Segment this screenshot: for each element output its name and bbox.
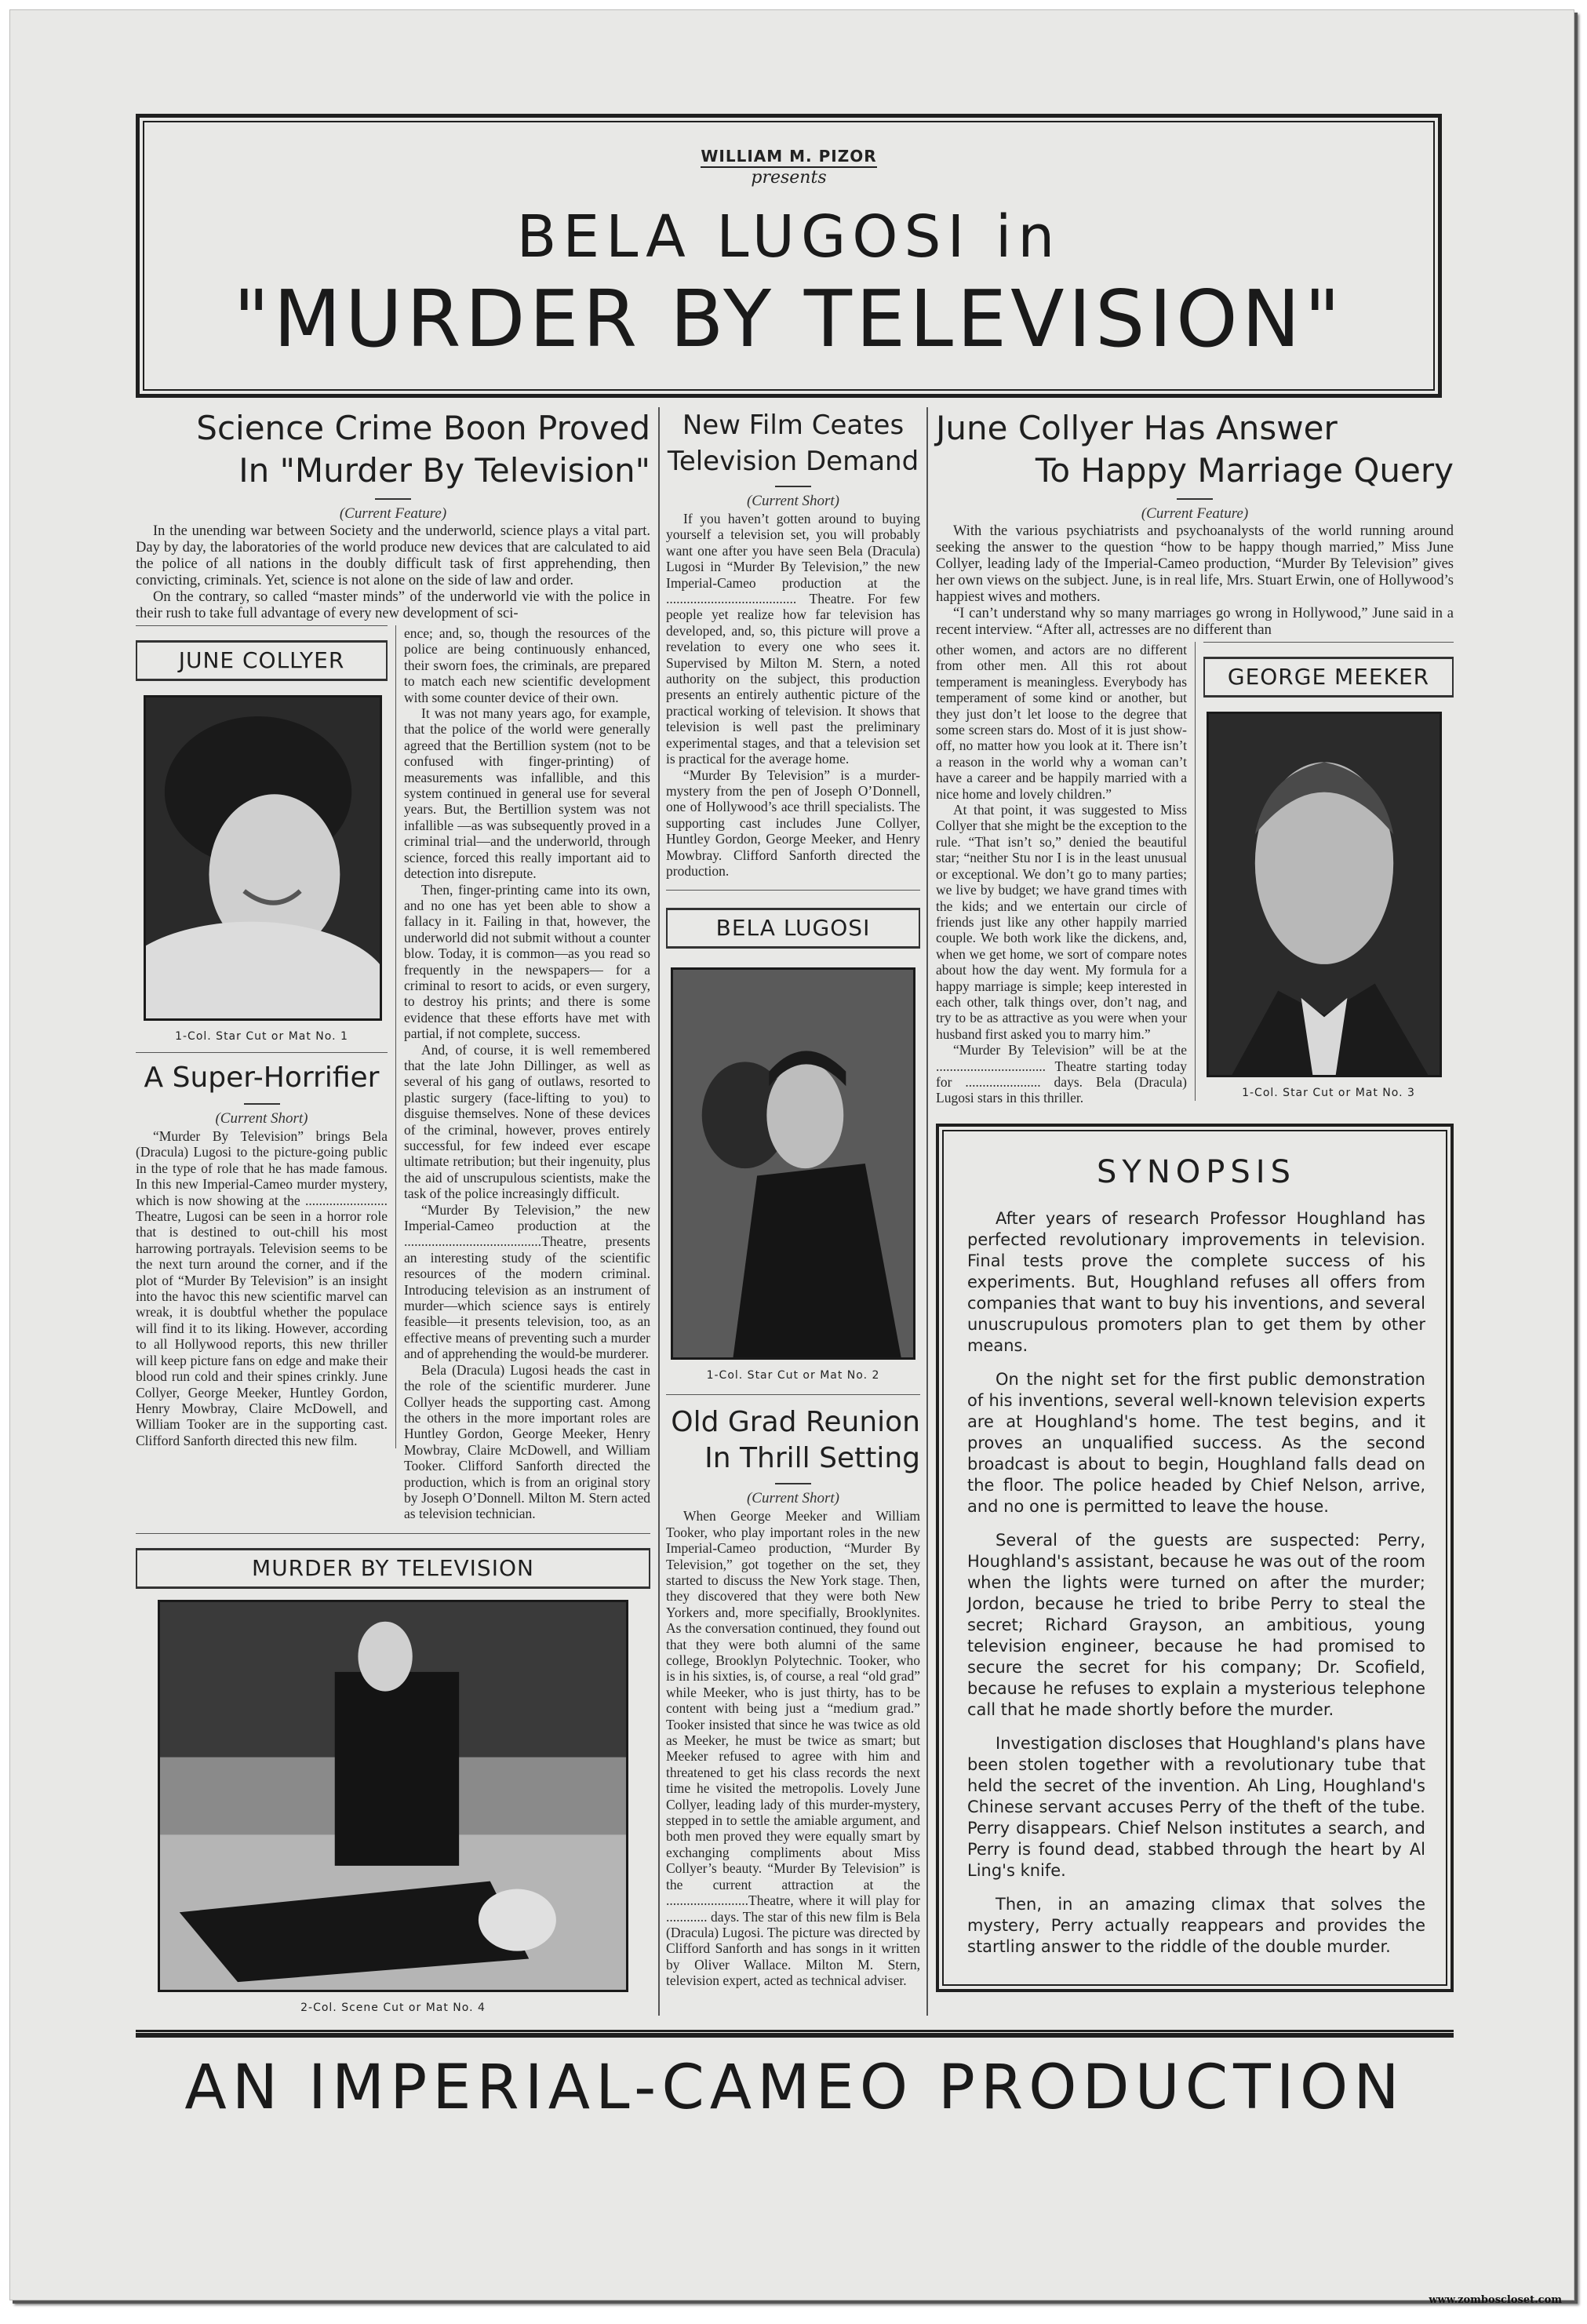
television-demand-body — [666, 511, 920, 879]
right-column — [928, 407, 1454, 2016]
paragraph: Investigation discloses that Houghland's plans have been stolen together with a revolutionary tube that held the secret of the invention. Ah Ling, Houghland's Chinese servant accuses Perry of the theft of the tube. Perry disappears. Chief Nelson institutes a search, and Perry is found dead, stabbed through the heart by Al Ling's knife. — [967, 1733, 1425, 1880]
paragraph: “Murder By Television,” the new Imperial-Cameo production at the ........................................Theatre, presents an interesting study of the scientific resources of the modern criminal. Introducing television as an instrument of murder—which science says is entirely feasible—it presents television, too, as an effective means of preventing such a murder and of apprehending the would-be murderer. — [404, 1201, 650, 1362]
paragraph: Then, finger-printing came into its own, and no one has yet been able to show a fallacy in it. Failing in that, however, the underworld did not submit without a counter blow. Today, it is common—as you read so frequently in the newspapers— for a criminal to resort to acids, or even surgery, to destroy his prints; and there is some evidence that these efforts have met with partial, if not complete, success. — [404, 881, 650, 1042]
masthead-box — [136, 114, 1442, 398]
paragraph: “Murder By Television” brings Bela (Dracula) Lugosi to the picture-going public in the type of role that he has made famous. In this new Imperial-Cameo murder mystery, which is now showing at the ........................ Theatre, Lugosi can be seen in a horror role that is destined to out-chill his most harrowing portrayals. Television seems to be the next turn around the corner, and if the plot of “Murder By Television” is an insight into the havoc this new scientific marvel can wreak, it is doubtful whether the populace will find it to its liking. However, according to all Hollywood reports, this new thriller will keep picture fans on edge and make their blood run cold and their spines crinkly. June Collyer, George Meeker, Huntley Gordon, Henry Mowbray, Claire McDowell, and William Tooker are in the supporting cast. Clifford Sanforth directed this new film. — [136, 1128, 388, 1448]
george-meeker-namebox: GEORGE MEEKER — [1203, 657, 1454, 698]
headline-line: Science Crime Boon Proved — [196, 409, 650, 447]
paragraph: On the contrary, so called “master minds” of the underworld vie with the police in their rush to take full advantage of every new development of sci- — [136, 589, 650, 621]
super-horrifier-headline: A Super-Horrifier — [144, 1062, 380, 1094]
left-column — [136, 407, 660, 2016]
science-crime-split — [136, 625, 650, 1522]
june-collyer-photo — [144, 695, 382, 1021]
bela-lugosi-namebox: BELA LUGOSI — [666, 908, 920, 949]
section-rule — [666, 890, 920, 891]
super-horrifier-body — [136, 1128, 388, 1448]
section-rule — [136, 1533, 650, 1534]
paragraph: other women, and actors are no different from other men. All this rot about temperament is meaningless. Everybody has temperament of some kind or another, but they just don’t let loose to the degree that some screen stars do. Most of it is just show-off, no matter how you look at it. There isn’t a reason in the world why a woman can’t have a career and be happily married with a nice home and lovely children.” — [936, 642, 1187, 802]
paragraph: “Murder By Television” will be at the ................................ Theatre starting today for ...................... days. Bela (Dracula) Lugosi stars in this thriller. — [936, 1042, 1187, 1106]
paragraph: Bela (Dracula) Lugosi heads the cast in the role of the scientific murderer. June Collyer heads the supporting cast. Among the others in the more important roles are Huntley Gordon, George Meeker, Henry Mowbray, Claire McDowell, and William Tooker. Clifford Sanforth directed the production, which is from an original story by Joseph O’Donnell. Milton M. Stern acted as television technician. — [404, 1361, 650, 1522]
headline-line: Television Demand — [667, 446, 919, 477]
old-grad-headline — [666, 1404, 920, 1477]
scene-photo — [158, 1600, 628, 1992]
synopsis-title: SYNOPSIS — [1097, 1153, 1296, 1190]
section-rule — [666, 1394, 920, 1395]
science-crime-column — [404, 625, 650, 1522]
paragraph: It was not many years ago, for example, that the police of the world were generally agreed that the Bertillion system (not to be confused with finger-printing) of measurements was infallible, and this system continued in general use for several years. But, the Bertillion system was not infallible —as was subsequently proved in a criminal trial—and the underworld, through science, forced this really important aid to detection into disrepute. — [404, 705, 650, 882]
science-crime-lead — [136, 523, 650, 622]
headline-divider — [775, 486, 811, 487]
june-collyer-namebox: JUNE COLLYER — [136, 640, 388, 681]
happy-marriage-headline — [936, 407, 1454, 492]
middle-column — [660, 407, 928, 2016]
june-collyer-caption: 1-Col. Star Cut or Mat No. 1 — [175, 1030, 348, 1043]
portrait-image — [1209, 714, 1440, 1075]
happy-marriage-split — [936, 642, 1454, 1106]
bela-lugosi-photo — [671, 967, 915, 1360]
paragraph: “I can’t understand why so many marriages go wrong in Hollywood,” June said in a recent interview. “After all, actresses are no different than — [936, 606, 1454, 638]
old-grad-kicker: (Current Short) — [746, 1490, 840, 1507]
super-horrifier-kicker: (Current Short) — [215, 1110, 308, 1127]
presenter-credit — [701, 146, 876, 166]
synopsis-body — [967, 1208, 1425, 1958]
paragraph: If you haven’t gotten around to buying yourself a television set, you will probably want one after you have seen Bela (Dracula) Lugosi in “Murder By Television,” the new Imperial-Cameo production at the ...................................... Theatre. For few people yet realize how far television has developed, and, so, this picture will prove a revelation to every one who sees it. Supervised by Milton M. Stern, a noted authority on the subject, this production presents an entirely authentic picture of the practical working of television. It shows that television is well past the preliminary experimental stages, and that a television set is practical for the average home. — [666, 511, 920, 767]
section-rule — [136, 625, 388, 626]
right-photo-stack — [1195, 642, 1454, 1101]
portrait-image — [146, 698, 380, 1018]
headline-line: In "Murder By Television" — [238, 451, 650, 490]
paragraph: Then, in an amazing climax that solves the mystery, Perry actually reappears and provides the startling answer to the riddle of the double murder. — [967, 1894, 1425, 1956]
science-crime-kicker: (Current Feature) — [339, 505, 447, 522]
headline-line: In Thrill Setting — [704, 1442, 920, 1475]
film-title: "MURDER BY TELEVISION" — [233, 273, 1345, 365]
paragraph: In the unending war between Society and the underworld, science plays a vital part. Day by day, the laboratories of the world produce new devices that are calculated to aid the police of all nations in the doubly difficult task of first apprehending, then convicting, criminals. Yet, science is not alone on the side of law and order. — [136, 523, 650, 588]
george-meeker-caption: 1-Col. Star Cut or Mat No. 3 — [1242, 1087, 1415, 1099]
paragraph: Several of the guests are suspected: Perry, Houghland's assistant, because he was out of the room when the lights were turned on after the murder; Jordon, because he tried to bribe Perry to steal the secret; Richard Grayson, an ambitious, young television engineer, because he had promised to secure the secret for his company; Dr. Scofield, because he refuses to explain a mysterious telephone call that he made shortly before the murder. — [967, 1530, 1425, 1719]
headline-line: June Collyer Has Answer — [936, 409, 1338, 447]
paragraph: After years of research Professor Houghland has perfected revolutionary improvements in television. Final tests prove the complete success of his experiments. But, Houghland refuses all offers from companies that want to buy his inventions, and several unuscrupulous promoters plan to get them by other means. — [967, 1208, 1425, 1355]
headline-divider — [1177, 498, 1213, 500]
scene-caption: 2-Col. Scene Cut or Mat No. 4 — [300, 2001, 486, 2014]
scene-image — [160, 1602, 626, 1990]
headline-divider — [775, 1483, 811, 1484]
article-grid — [136, 407, 1454, 2016]
footer-rule — [136, 2030, 1454, 2038]
presenter-name: WILLIAM M. PIZOR — [701, 147, 876, 168]
section-rule — [1203, 642, 1454, 643]
headline-divider — [375, 498, 411, 500]
headline-divider — [244, 1103, 280, 1105]
paragraph: When George Meeker and William Tooker, who play important roles in the new Imperial-Cameo production, “Murder By Television,” got together on the set, they started to discuss the New York stage. Then, they discovered that they were both New Yorkers and, more specifially, Brooklynites. As the conversation continued, they found out that they were both alumni of the same college, Brooklyn Polytechnic. Tooker, who is in his sixties, is, of course, a real “old grad” while Meeker, who is just thirty, has to be content with being just a “medium grad.” Tooker insisted that since he was twice as old as Meeker, he must be twice as smart; but Meeker refused to agree with him and threatened to get his class records the next time he visited the metropolis. Lovely June Collyer, leading lady of this murder-mystery, stepped in to settle the amiable argument, and both men proved they were equally smart by exchanging compliments about Miss Collyer’s beauty. “Murder By Television” is the current attraction at the ........................Theatre, where it will play for ............ days. The star of this new film is Bela (Dracula) Lugosi. The picture was directed by Clifford Sanforth and has songs in it written by Oliver Wallace. Milton M. Stern, television expert, acted as technical adviser. — [666, 1508, 920, 1989]
television-demand-headline — [666, 407, 920, 479]
scene-namebox: MURDER BY TELEVISION — [136, 1548, 650, 1589]
synopsis-box — [936, 1124, 1454, 1992]
site-watermark[interactable]: www.zomboscloset.com — [1429, 2294, 1562, 2306]
happy-marriage-column — [936, 642, 1187, 1106]
science-crime-headline — [136, 407, 650, 492]
george-meeker-photo — [1207, 712, 1442, 1077]
paragraph: With the various psychiatrists and psychoanalysts of the world running around seeking the answer to the question “how to be happy though married,” Miss June Collyer, leading lady of the Imperial-Cameo production, “Murder By Television” gives her own views on the subject. June, is in real life, Mrs. Stuart Erwin, one of Hollywood’s happiest wives and mothers. — [936, 523, 1454, 605]
headline-line: New Film Ceates — [682, 410, 905, 441]
happy-marriage-kicker: (Current Feature) — [1141, 505, 1249, 522]
paragraph: On the night set for the first public demonstration of his inventions, several well-known television experts are at Houghland's home. The test begins, and it proves an unqualified success. As the second broadcast is about to begin, Houghland falls dead on the floor. The police headed by Chief Nelson, arrive, and no one is permitted to leave the house. — [967, 1369, 1425, 1516]
paragraph: ence; and, so, though the resources of the police are being continuously enhanced, their sworn foes, the criminals, are prepared to match each new scientific development with some counter device of their own. — [404, 625, 650, 705]
presents-script: presents — [751, 168, 827, 188]
television-demand-kicker: (Current Short) — [746, 493, 840, 509]
section-rule — [136, 1052, 388, 1053]
star-billing: BELA LUGOSI in — [516, 203, 1061, 271]
headline-line: To Happy Marriage Query — [1035, 451, 1454, 490]
paragraph: “Murder By Television” is a murder-mystery from the pen of Joseph O’Donnell, one of Hollywood’s ace thrill specialists. The supporting cast includes June Collyer, Huntley Gordon, George Meeker, and Henry Mowbray. Clifford Sanforth directed the production. — [666, 767, 920, 879]
happy-marriage-lead — [936, 523, 1454, 639]
paragraph: At that point, it was suggested to Miss Collyer that she might be the exception to the rule. “That isn’t so,” denied the beautiful star; “neither Stu nor I is in the least unusual or exceptional. We don’t go to many parties; we live by budget; we have grand times with the kids; and we entertain our circle of friends just like any other happily married couple. We both work like the dickens, and, when we get home, we sort of compare notes about how the day went. My formula for a happy marriage is simple; keep interested in each other, talk things over, don’t nag, and try to be as attractive as you were when your husband first asked you to marry him.” — [936, 802, 1187, 1042]
paragraph: And, of course, it is well remembered that the late John Dillinger, as well as several of his gang of outlaws, resorted to plastic surgery (face-lifting to you) to disguise themselves. None of these devices of the criminal, however, proves entirely successful, for few indeed ever escape ultimate retribution; but their ingenuity, plus the aid of unscrupulous scientists, make the task of the police increasingly difficult. — [404, 1041, 650, 1202]
headline-line: Old Grad Reunion — [671, 1406, 920, 1439]
bela-lugosi-caption: 1-Col. Star Cut or Mat No. 2 — [706, 1369, 880, 1382]
pressbook-page — [9, 9, 1574, 2300]
old-grad-body — [666, 1508, 920, 1988]
production-banner: AN IMPERIAL-CAMEO PRODUCTION — [184, 2052, 1405, 2123]
left-photo-stack — [136, 625, 396, 1448]
portrait-image — [673, 970, 913, 1357]
